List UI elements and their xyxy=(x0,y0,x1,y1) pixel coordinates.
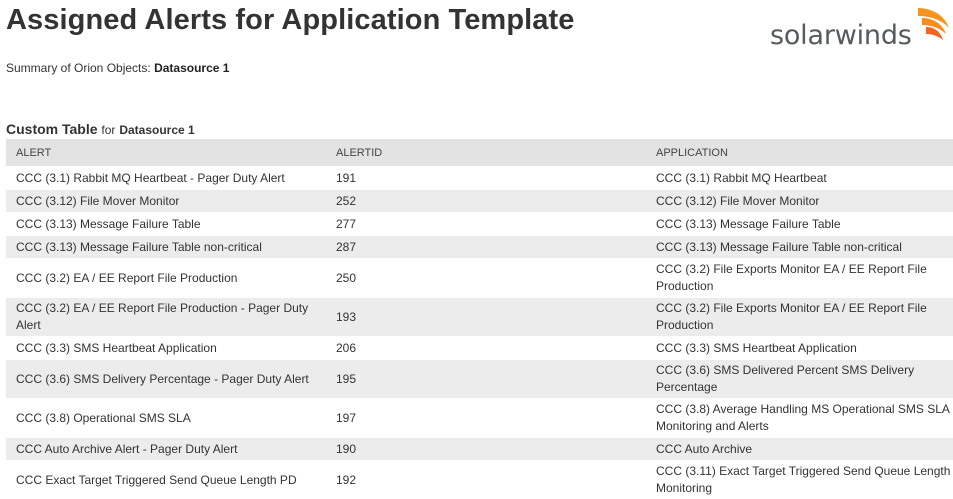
table-row xyxy=(6,337,953,360)
cell-alert: CCC Auto Archive Alert - Pager Duty Alert xyxy=(6,438,326,461)
table-row xyxy=(6,213,953,236)
solarwinds-logo xyxy=(770,4,950,54)
cell-alertid: 287 xyxy=(326,236,646,259)
cell-application: CCC (3.8) Average Handling MS Operational SMS SLA Monitoring and Alerts xyxy=(646,399,953,438)
cell-application: CCC (3.2) File Exports Monitor EA / EE Report File Production xyxy=(646,298,953,337)
table-row xyxy=(6,190,953,213)
cell-alertid: 193 xyxy=(326,298,646,337)
summary-line xyxy=(6,61,229,75)
cell-alert: CCC (3.2) EA / EE Report File Production - Pager Duty Alert xyxy=(6,298,326,337)
table-caption-target: Datasource 1 xyxy=(119,123,194,137)
cell-alert: CCC (3.12) File Mover Monitor xyxy=(6,190,326,213)
table-row xyxy=(6,461,953,499)
cell-alertid: 192 xyxy=(326,461,646,499)
cell-application: CCC (3.1) Rabbit MQ Heartbeat xyxy=(646,167,953,190)
cell-alertid: 250 xyxy=(326,259,646,298)
cell-application: CCC (3.12) File Mover Monitor xyxy=(646,190,953,213)
table-row xyxy=(6,298,953,337)
custom-table xyxy=(6,139,953,499)
cell-alert: CCC (3.6) SMS Delivery Percentage - Pager Duty Alert xyxy=(6,360,326,399)
table-row xyxy=(6,399,953,438)
summary-value: Datasource 1 xyxy=(154,61,229,75)
table-row xyxy=(6,236,953,259)
solarwinds-flame-icon xyxy=(916,4,952,46)
cell-alert: CCC (3.1) Rabbit MQ Heartbeat - Pager Duty Alert xyxy=(6,167,326,190)
cell-alert: CCC (3.8) Operational SMS SLA xyxy=(6,399,326,438)
cell-alertid: 197 xyxy=(326,399,646,438)
cell-alertid: 277 xyxy=(326,213,646,236)
cell-application: CCC (3.13) Message Failure Table xyxy=(646,213,953,236)
cell-application: CCC (3.2) File Exports Monitor EA / EE Report File Production xyxy=(646,259,953,298)
cell-alertid: 252 xyxy=(326,190,646,213)
column-header-application[interactable]: APPLICATION xyxy=(646,139,953,167)
page-title: Assigned Alerts for Application Template xyxy=(6,4,575,37)
table-caption-title: Custom Table xyxy=(6,121,98,137)
cell-application: CCC (3.11) Exact Target Triggered Send Queue Length Monitoring xyxy=(646,461,953,499)
cell-application: CCC (3.6) SMS Delivered Percent SMS Delivery Percentage xyxy=(646,360,953,399)
table-body xyxy=(6,167,953,499)
cell-alert: CCC Exact Target Triggered Send Queue Length PD xyxy=(6,461,326,499)
table-header-row xyxy=(6,139,953,167)
cell-alertid: 190 xyxy=(326,438,646,461)
column-header-alert[interactable]: ALERT xyxy=(6,139,326,167)
table-row xyxy=(6,360,953,399)
cell-alertid: 195 xyxy=(326,360,646,399)
cell-alert: CCC (3.13) Message Failure Table xyxy=(6,213,326,236)
cell-alertid: 206 xyxy=(326,337,646,360)
cell-alert: CCC (3.3) SMS Heartbeat Application xyxy=(6,337,326,360)
table-row xyxy=(6,438,953,461)
cell-alert: CCC (3.13) Message Failure Table non-critical xyxy=(6,236,326,259)
cell-application: CCC (3.13) Message Failure Table non-critical xyxy=(646,236,953,259)
table-row xyxy=(6,259,953,298)
column-header-alertid[interactable]: ALERTID xyxy=(326,139,646,167)
cell-application: CCC Auto Archive xyxy=(646,438,953,461)
table-caption-for: for xyxy=(101,123,115,137)
cell-application: CCC (3.3) SMS Heartbeat Application xyxy=(646,337,953,360)
cell-alertid: 191 xyxy=(326,167,646,190)
logo-text: solarwinds xyxy=(770,20,912,51)
summary-label: Summary of Orion Objects: xyxy=(6,61,151,75)
table-caption xyxy=(6,121,195,137)
table-row xyxy=(6,167,953,190)
cell-alert: CCC (3.2) EA / EE Report File Production xyxy=(6,259,326,298)
